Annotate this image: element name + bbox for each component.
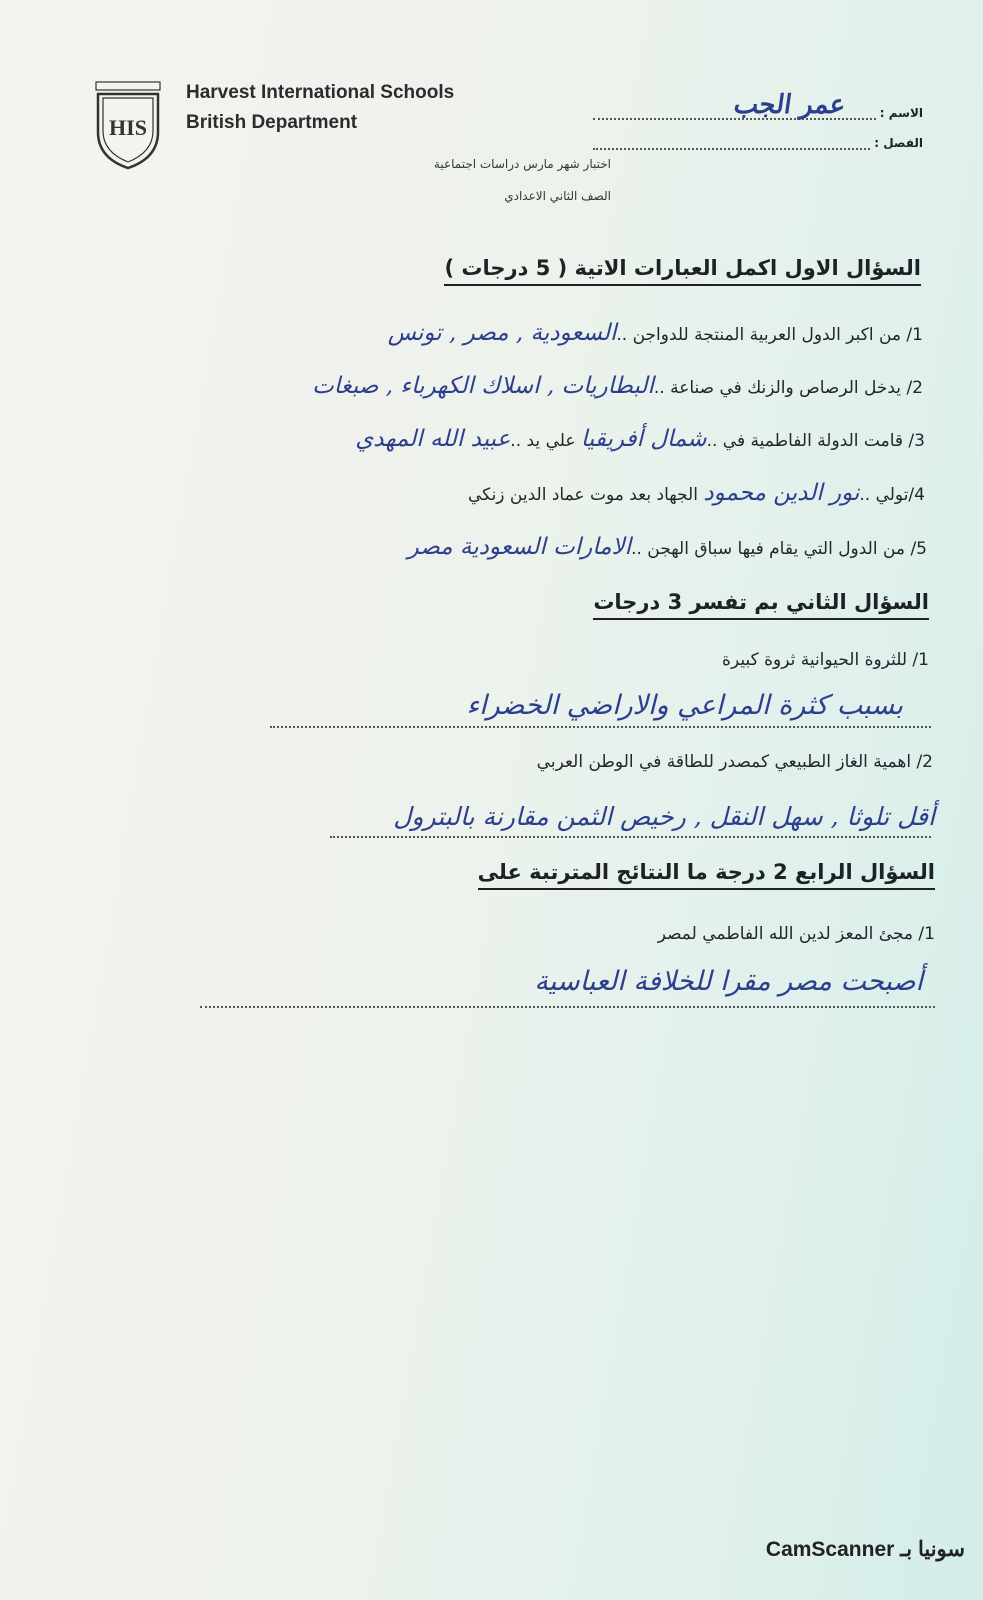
grade-label: الصف الثاني الاعدادي [504,189,611,203]
student-name-handwritten: عمر الجب [732,90,848,120]
q1-item-3-text: 3/ قامت الدولة الفاطمية في .. [706,431,925,451]
exam-title: اختبار شهر مارس دراسات اجتماعية [433,157,611,171]
q4-item-1-answer: أصبحت مصر مقرا للخلافة العباسية [534,966,923,997]
q1-item-2-text: 2/ يدخل الرصاص والزنك في صناعة .. [653,378,923,398]
q4-title: السؤال الرابع 2 درجة ما النتائج المترتبة على [478,860,935,890]
q1-item-1 [388,320,923,346]
scanner-name: CamScanner [765,1538,895,1561]
school-name: Harvest International Schools [186,82,455,103]
class-field[interactable] [593,134,870,150]
exam-info [434,148,611,212]
name-row [593,90,923,120]
answer-line [330,834,931,838]
class-row [593,120,923,150]
q2-item-1-text: 1/ للثروة الحيوانية ثروة كبيرة [722,650,929,670]
q1-item-1-answer: السعودية , مصر , تونس [387,320,617,346]
q2-item-1-answer: بسبب كثرة المراعي والاراضي الخضراء [466,690,903,721]
q1-item-4-text: 4/تولي .. [859,485,925,505]
q1-item-5-answer: الامارات السعودية مصر [407,534,632,560]
name-label: الاسم : [879,106,923,120]
q1-item-4-text-2: الجهاد بعد موت عماد الدين زنكي [468,485,704,505]
class-label: الفصل : [874,136,923,150]
department-name: British Department [186,112,358,133]
q1-item-4-answer: نور الدين محمود [703,480,860,506]
q2-item-2-text: 2/ اهمية الغاز الطبيعي كمصدر للطاقة في الوطن العربي [536,752,933,772]
q1-item-4 [468,480,925,506]
svg-text:HIS: HIS [109,115,147,140]
scanner-prefix: سونيا بـ [900,1538,965,1561]
q1-item-3-answer: شمال أفريقيا [580,426,707,452]
school-crest-logo [92,80,164,170]
q1-item-5 [408,534,927,560]
q2-title: السؤال الثاني بم تفسر 3 درجات [593,590,929,620]
q1-item-1-text: 1/ من اكبر الدول العربية المنتجة للدواجن .. [616,325,923,345]
q4-item-1-text: 1/ مجئ المعز لدين الله الفاطمي لمصر [657,924,935,944]
name-field[interactable] [593,90,876,120]
q1-item-3-answer-2: عبيد الله المهدي [355,426,511,452]
answer-line [200,1004,935,1008]
q1-item-2-answer: البطاريات , اسلاك الكهرباء , صبغات [312,373,654,399]
q1-item-3 [355,426,925,452]
q1-title: السؤال الاول اكمل العبارات الاتية ( 5 درجات ) [444,256,921,286]
camscanner-watermark [766,1537,965,1562]
q1-item-5-text: 5/ من الدول التي يقام فيها سباق الهجن .. [631,539,927,559]
student-info [593,90,923,150]
q1-item-3-text-2: علي يد .. [510,431,581,451]
answer-line [270,724,931,728]
q2-item-2-answer: أقل تلوثا , سهل النقل , رخيص الثمن مقارنة بالبترول [393,802,935,831]
q1-item-2 [312,373,923,399]
school-header [186,78,454,138]
